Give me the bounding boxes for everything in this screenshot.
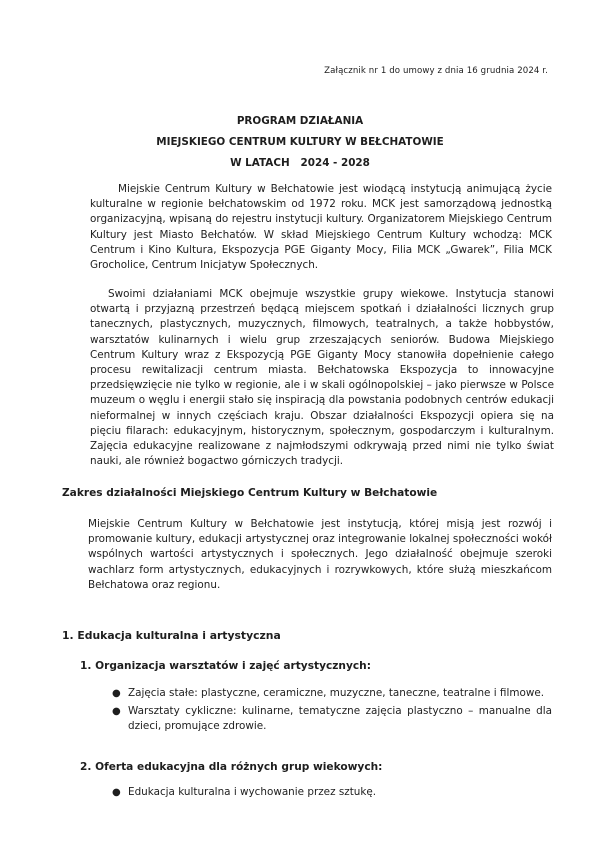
- list-item-text: Warsztaty cykliczne: kulinarne, tematyczne zajęcia plastyczno – manualne dla dzieci, promujące zdrowie.: [128, 704, 552, 732]
- subsection-1-list: [112, 686, 552, 735]
- title-line-1: PROGRAM DZIAŁANIA: [236, 115, 364, 127]
- bullet-icon: ●: [112, 787, 121, 798]
- list-item-text: Edukacja kulturalna i wychowanie przez sztukę.: [128, 786, 377, 798]
- scope-paragraph: Miejskie Centrum Kultury w Bełchatowie jest instytucją, której misją jest rozwój i promowanie kultury, edukacji artystycznej oraz integrowanie lokalnej społeczności wokół wspólnych wartości artystycznych i społecznych. Jego działalność obejmuje szeroki wachlarz form artystycznych, edukacyjnych i rozrywkowych, które służą mieszkańcom Bełchatowa oraz regionu.: [88, 518, 552, 591]
- annex-note: Załącznik nr 1 do umowy z dnia 16 grudnia 2024 r.: [324, 66, 548, 76]
- section-1-heading: 1. Edukacja kulturalna i artystyczna: [62, 629, 281, 642]
- subsection-2-list: [112, 785, 552, 801]
- title-line-3: W LATACH 2024 - 2028: [230, 157, 370, 169]
- title-line-2: MIEJSKIEGO CENTRUM KULTURY W BEŁCHATOWIE: [156, 136, 444, 148]
- intro-paragraph: Miejskie Centrum Kultury w Bełchatowie jest wiodącą instytucją animującą życie kulturalne w regionie bełchatowskim od 1972 roku. MCK jest samorządową jednostką organizacyjną, wpisaną do rejestru instytucji kultury. Organizatorem Miejskiego Centrum Kultury jest Miasto Bełchatów. W skład Miejskiego Centrum Kultury wchodzą: MCK Centrum i Kino Kultura, Ekspozycja PGE Giganty Mocy, Filia MCK „Gwarek”, Filia MCK Grocholice, Centrum Inicjatyw Społecznych.: [90, 183, 552, 272]
- scope-heading: Zakres działalności Miejskiego Centrum Kultury w Bełchatowie: [62, 487, 438, 499]
- audience-paragraph: Swoimi działaniami MCK obejmuje wszystkie grupy wiekowe. Instytucja stanowi otwartą i przyjazną przestrzeń będącą miejscem spotkań i działalności licznych grup tanecznych, plastycznych, muzycznych, filmowych, teatralnych, a także hobbystów, warsztatów kulinarnych i wielu grup zrzeszających seniorów. Budowa Miejskiego Centrum Kultury wraz z Ekspozycją PGE Giganty Mocy stanowiła dopełnienie całego procesu rewitalizacji centrum miasta. Bełchatowska Ekspozycja to innowacyjne przedsięwzięcie nie tylko w regionie, ale i w skali ogólnopolskiej – jako pierwsze w Polsce muzeum o węglu i energii stało się inspiracją dla powstania podobnych centrów edukacji nieformalnej w innych częściach kraju. Obszar działalności Ekspozycji opiera się na pięciu filarach: edukacyjnym, historycznym, społecznym, gospodarczym i kulturalnym. Zajęcia edukacyjne realizowane z najmłodszymi odkrywają przed nimi nie tylko świat nauki, ale również bogactwo górniczych tradycji.: [90, 288, 554, 468]
- list-item: [112, 686, 552, 702]
- subsection-1-heading: 1. Organizacja warsztatów i zajęć artystycznych:: [80, 660, 371, 672]
- list-item: [112, 704, 552, 735]
- document-title: [0, 111, 600, 174]
- bullet-icon: ●: [112, 688, 121, 699]
- list-item: [112, 785, 552, 801]
- bullet-icon: ●: [112, 705, 121, 717]
- subsection-2-heading: 2. Oferta edukacyjna dla różnych grup wiekowych:: [80, 761, 383, 773]
- list-item-text: Zajęcia stałe: plastyczne, ceramiczne, muzyczne, taneczne, teatralne i filmowe.: [128, 687, 545, 699]
